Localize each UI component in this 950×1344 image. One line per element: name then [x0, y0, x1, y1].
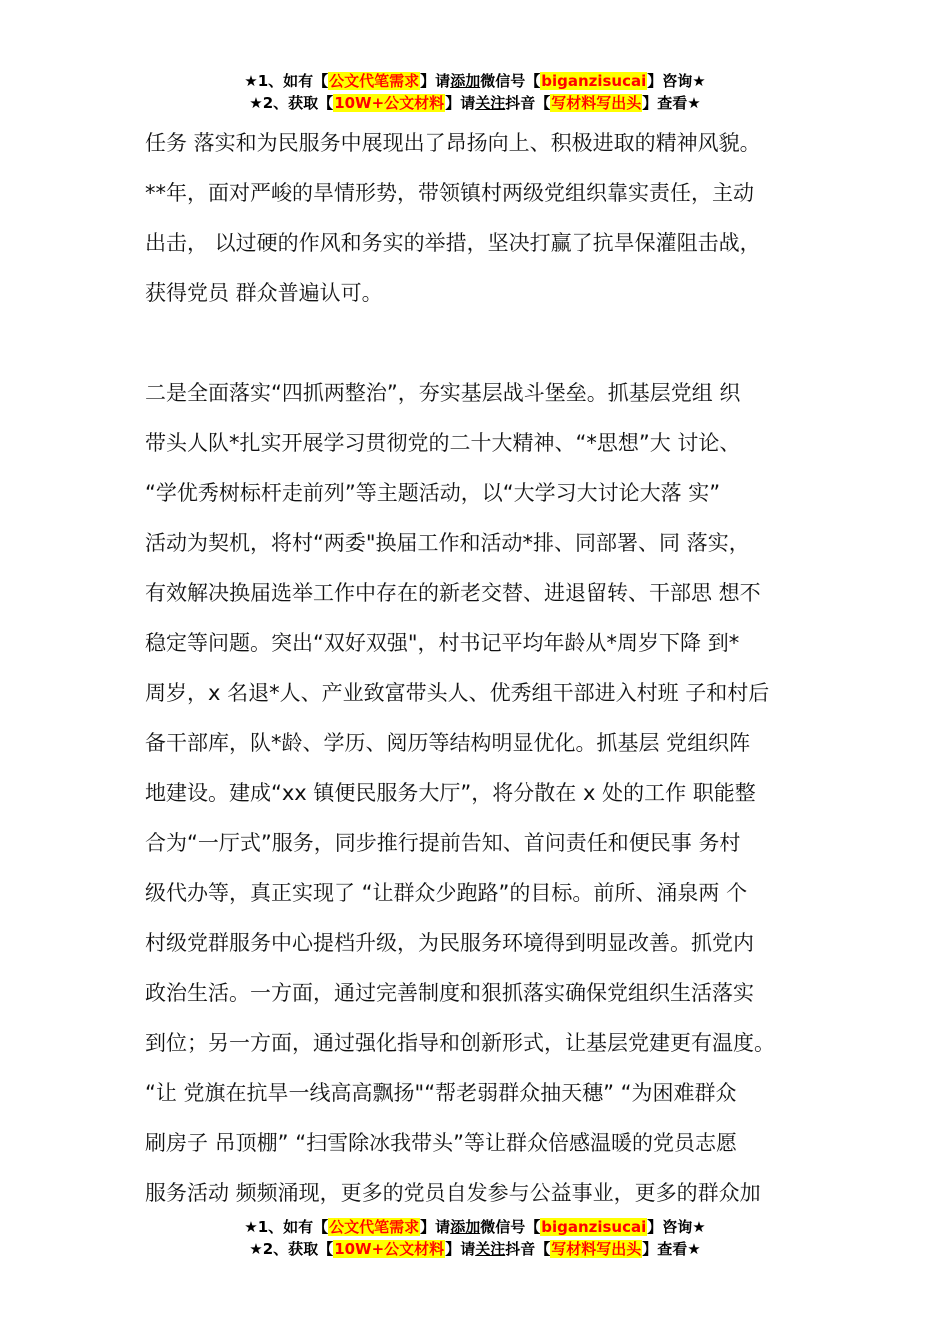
promo-text: 】请 — [420, 1218, 451, 1236]
promo-line-1 — [0, 1216, 950, 1238]
promo-highlight: 公文代笔需求 — [329, 72, 420, 90]
promo-underline: 添加 — [450, 1218, 481, 1236]
promo-text: 】请 — [420, 72, 451, 90]
text-line: “让 党旗在抗旱一线高高飘扬"“帮老弱群众抽天穗” “为困难群众 — [145, 1081, 737, 1105]
text-line: “学优秀树标杆走前列”等主题活动，以“大学习大讨论大落 实” — [145, 481, 721, 505]
text-line: 周岁，x 名退*人、产业致富带头人、优秀组干部进入村班 子和村后 — [145, 681, 770, 705]
promo-text: 】请 — [445, 1240, 476, 1258]
promo-line-1 — [0, 70, 950, 92]
text-line: 服务活动 频频涌现，更多的党员自发参与公益事业，更多的群众加 — [145, 1181, 761, 1205]
text-line: 合为“一厅式”服务，同步推行提前告知、首问责任和便民事 务村 — [145, 831, 741, 855]
text-line: 稳定等问题。突出“双好双强"，村书记平均年龄从*周岁下降 到* — [145, 631, 740, 655]
text-line: 任务 落实和为民服务中展现出了昂扬向上、积极进取的精神风貌。 — [145, 131, 761, 155]
document-body — [145, 118, 825, 1218]
promo-text: 】查看★ — [642, 1240, 701, 1258]
promo-text: ★2、获取【 — [249, 1240, 334, 1258]
promo-line-2 — [0, 1238, 950, 1260]
text-line: 村级党群服务中心提档升级，为民服务环境得到明显改善。抓党内 — [145, 931, 754, 955]
text-line: 地建设。建成“xx 镇便民服务大厅”，将分散在 x 处的工作 职能整 — [145, 781, 756, 805]
text-line: **年，面对严峻的旱情形势，带领镇村两级党组织靠实责任，主动 — [145, 181, 754, 205]
text-line: 备干部库，队*龄、学历、阅历等结构明显优化。抓基层 党组织阵 — [145, 731, 751, 755]
promo-underline: 添加 — [450, 72, 481, 90]
promo-highlight: biganzisucai — [541, 1218, 647, 1236]
promo-underline: 关注 — [475, 94, 506, 112]
promo-text: 】查看★ — [642, 94, 701, 112]
promo-highlight: 公文代笔需求 — [329, 1218, 420, 1236]
promo-text: 抖音【 — [505, 94, 551, 112]
text-line: 刷房子 吊顶棚” “扫雪除冰我带头”等让群众倍感温暖的党员志愿 — [145, 1131, 737, 1155]
footer-promo-banner — [0, 1216, 950, 1260]
text-line: 带头人队*扎实开展学习贯彻党的二十大精神、“*思想”大 讨论、 — [145, 431, 741, 455]
promo-text: 抖音【 — [505, 1240, 551, 1258]
text-line: 到位；另一方面，通过强化指导和创新形式，让基层党建更有温度。 — [145, 1031, 775, 1055]
promo-text: ★1、如有【 — [244, 72, 329, 90]
promo-underline: 关注 — [475, 1240, 506, 1258]
promo-text: 】请 — [445, 94, 476, 112]
promo-text: 微信号【 — [480, 72, 541, 90]
text-line: 政治生活。一方面，通过完善制度和狠抓落实确保党组织生活落实 — [145, 981, 754, 1005]
text-line: 级代办等，真正实现了 “让群众少跑路”的目标。前所、涌泉两 个 — [145, 881, 748, 905]
text-line: 获得党员 群众普遍认可。 — [145, 281, 383, 305]
text-line: 二是全面落实“四抓两整治”，夯实基层战斗堡垒。抓基层党组 织 — [145, 381, 741, 405]
promo-highlight: biganzisucai — [541, 72, 647, 90]
text-line: 活动为契机，将村“两委"换届工作和活动*排、同部署、同 落实， — [145, 531, 750, 555]
paragraph-gap — [145, 318, 825, 368]
promo-highlight: 写材料写出头 — [551, 1240, 642, 1258]
promo-highlight: 10W+公文材料 — [334, 1240, 445, 1258]
promo-text: ★1、如有【 — [244, 1218, 329, 1236]
promo-text: ★2、获取【 — [249, 94, 334, 112]
promo-text: 微信号【 — [480, 1218, 541, 1236]
header-promo-banner — [0, 70, 950, 114]
text-line: 出击， 以过硬的作风和务实的举措，坚决打赢了抗旱保灌阻击战， — [145, 231, 761, 255]
text-line: 有效解决换届选举工作中存在的新老交替、进退留转、干部思 想不 — [145, 581, 761, 605]
promo-text: 】咨询★ — [647, 1218, 706, 1236]
promo-line-2 — [0, 92, 950, 114]
promo-highlight: 10W+公文材料 — [334, 94, 445, 112]
promo-text: 】咨询★ — [647, 72, 706, 90]
promo-highlight: 写材料写出头 — [551, 94, 642, 112]
